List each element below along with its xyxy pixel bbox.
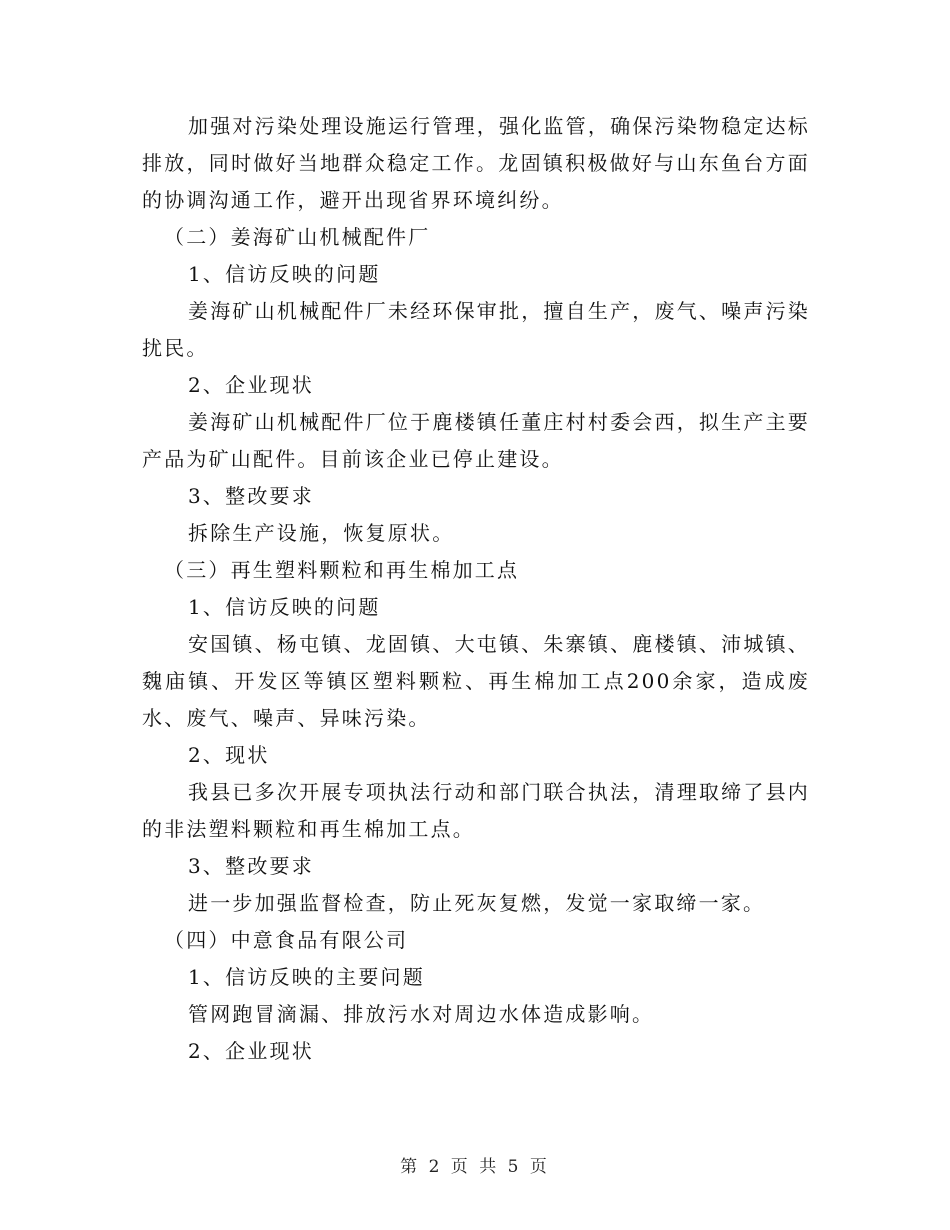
section-heading: （三）再生塑料颗粒和再生棉加工点 [164, 558, 520, 582]
paragraph: 我县已多次开展专项执法行动和部门联合执法，清理取缔了县内的非法塑料颗粒和再生棉加工点。 [142, 780, 810, 841]
paragraph: 加强对污染处理设施运行管理，强化监管，确保污染物稳定达标排放，同时做好当地群众稳定工作。龙固镇积极做好与山东鱼台方面的协调沟通工作，避开出现省界环境纠纷。 [142, 114, 810, 212]
paragraph: 管网跑冒滴漏、排放污水对周边水体造成影响。 [188, 1002, 655, 1026]
paragraph: 姜海矿山机械配件厂未经环保审批，擅自生产，废气、噪声污染扰民。 [142, 299, 810, 360]
subheading: 1、信访反映的主要问题 [188, 965, 425, 989]
paragraph: 拆除生产设施，恢复原状。 [188, 521, 455, 545]
paragraph: 姜海矿山机械配件厂位于鹿楼镇任董庄村村委会西，拟生产主要产品为矿山配件。目前该企业已停止建设。 [142, 410, 810, 471]
subheading: 2、企业现状 [188, 373, 314, 397]
subheading: 2、企业现状 [188, 1039, 314, 1063]
paragraph: 进一步加强监督检查，防止死灰复燃，发觉一家取缔一家。 [188, 891, 766, 915]
section-heading: （二）姜海矿山机械配件厂 [164, 225, 431, 249]
subheading: 3、整改要求 [188, 854, 314, 878]
page-footer: 第 2 页 共 5 页 [400, 1157, 550, 1177]
document-body [142, 108, 810, 1070]
subheading: 3、整改要求 [188, 484, 314, 508]
subheading: 2、现状 [188, 743, 270, 767]
paragraph: 安国镇、杨屯镇、龙固镇、大屯镇、朱寨镇、鹿楼镇、沛城镇、魏庙镇、开发区等镇区塑料颗粒、再生棉加工点200余家，造成废水、废气、噪声、异味污染。 [142, 632, 810, 730]
section-heading: （四）中意食品有限公司 [164, 928, 409, 952]
subheading: 1、信访反映的问题 [188, 262, 381, 286]
subheading: 1、信访反映的问题 [188, 595, 381, 619]
